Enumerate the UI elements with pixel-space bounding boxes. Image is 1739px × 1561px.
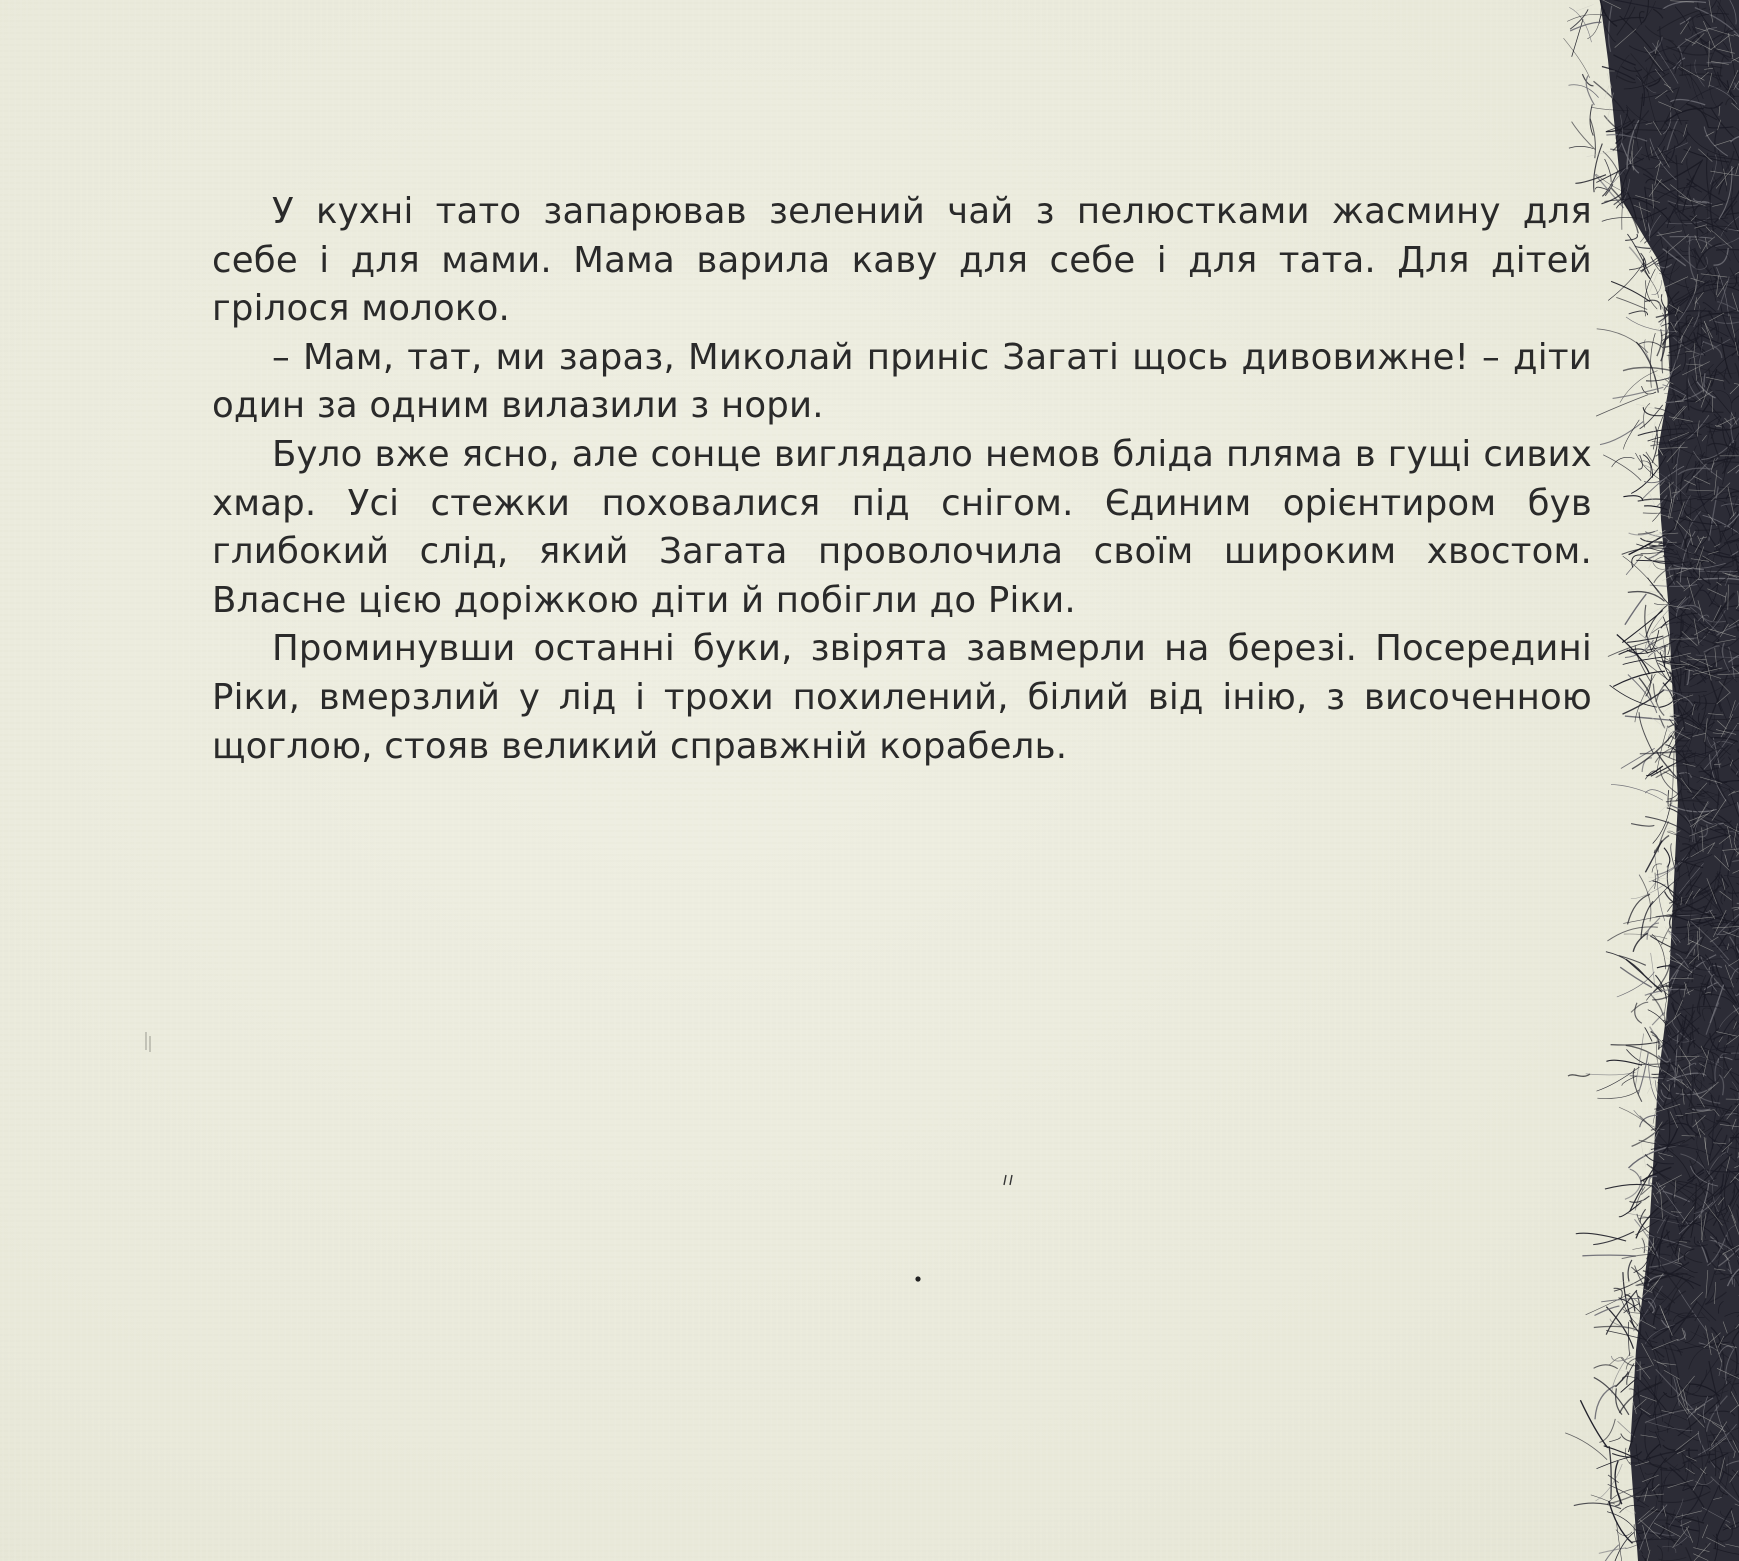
stray-ink-mark (143, 1030, 153, 1054)
stray-ink-dot (914, 1275, 922, 1283)
paragraph-2: – Мам, тат, ми зараз, Миколай приніс Загаті щось дивовижне! – діти один за одним вилазили з нори. (212, 336, 1592, 427)
stray-ink-mark (1566, 1070, 1592, 1082)
stray-ink-mark (1003, 1174, 1017, 1188)
paragraph-4: Проминувши останні буки, звірята завмерли на березі. Посередині Ріки, вмерзлий у лід і трохи похилений, білий від інію, з височенною щоглою, стояв великий справжній корабель. (212, 628, 1592, 767)
paragraph-1: У кухні тато запарював зелений чай з пелюстками жасмину для себе і для мами. Мама варила каву для себе і для тата. Для дітей грілося молоко. (212, 191, 1592, 330)
paragraph-3: Було вже ясно, але сонце виглядало немов бліда пляма в гущі сивих хмар. Усі стежки поховалися під снігом. Єдиним орієнтиром був глибокий слід, який Загата проволочила своїм широким хвостом. Власне цією доріжкою діти й побігли до Ріки. (212, 433, 1592, 621)
